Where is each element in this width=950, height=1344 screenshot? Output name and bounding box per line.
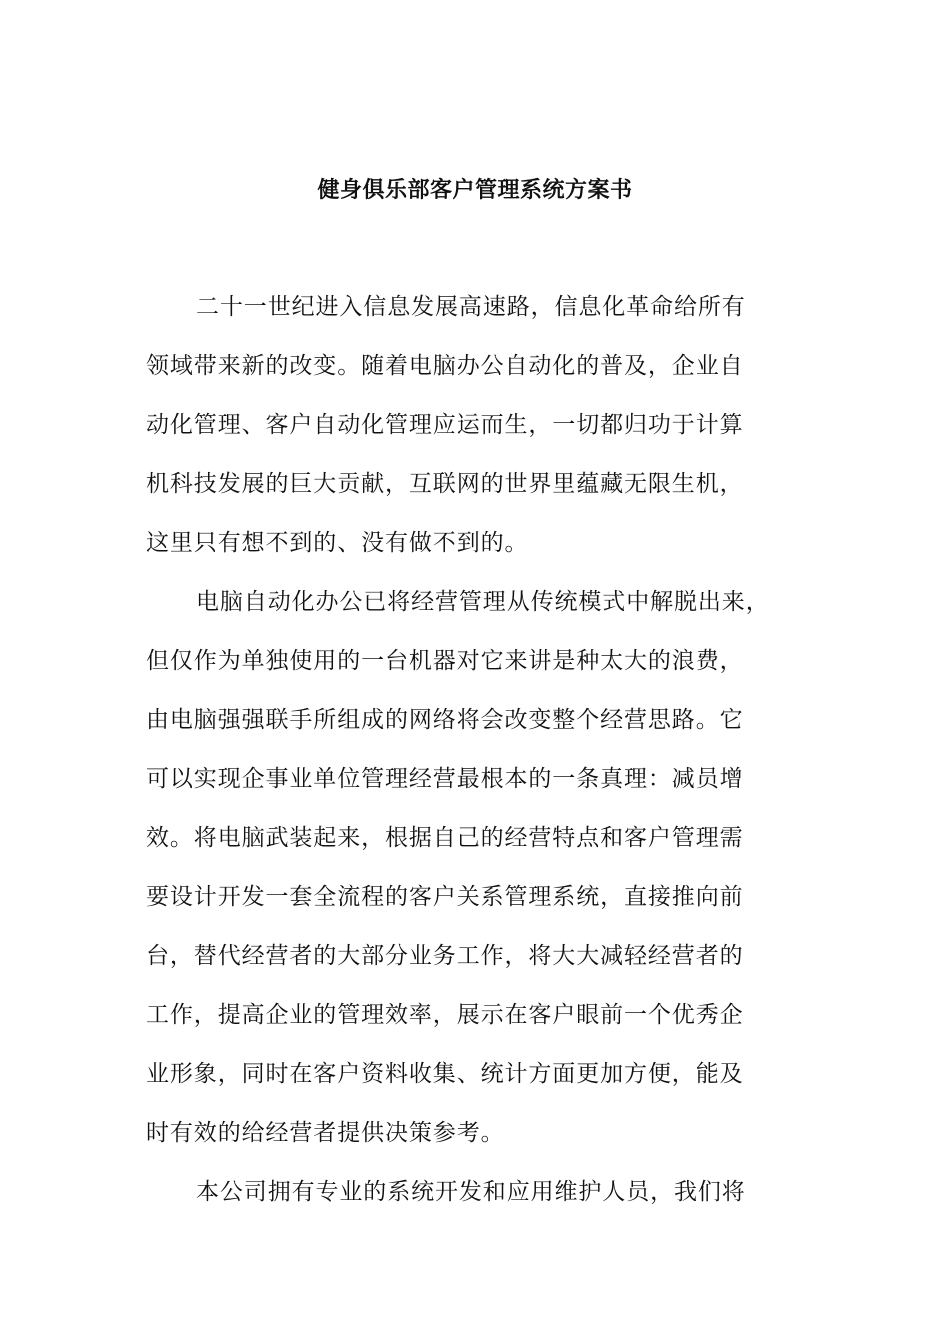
paragraph-2-line-3: 由电脑强强联手所组成的网络将会改变整个经营思路。它	[146, 707, 744, 733]
paragraph-2-line-5: 效。将电脑武装起来，根据自己的经营特点和客户管理需	[146, 825, 744, 851]
paragraph-1-line-2: 领域带来新的改变。随着电脑办公自动化的普及，企业自	[146, 353, 744, 379]
paragraph-2-line-1: 电脑自动化办公已将经营管理从传统模式中解脱出来，	[196, 589, 770, 615]
paragraph-1-line-5: 这里只有想不到的、没有做不到的。	[146, 530, 529, 556]
paragraph-2-line-8: 工作，提高企业的管理效率，展示在客户眼前一个优秀企	[146, 1002, 744, 1028]
paragraph-3-line-1: 本公司拥有专业的系统开发和应用维护人员，我们将	[196, 1179, 746, 1205]
paragraph-2-line-7: 台，替代经营者的大部分业务工作，将大大减轻经营者的	[146, 943, 744, 969]
paragraph-1-line-4: 机科技发展的巨大贡献，互联网的世界里蕴藏无限生机，	[146, 471, 744, 497]
paragraph-1-line-3: 动化管理、客户自动化管理应运而生，一切都归功于计算	[146, 412, 744, 438]
paragraph-2-line-4: 可以实现企事业单位管理经营最根本的一条真理：减员增	[146, 766, 744, 792]
paragraph-2-line-9: 业形象，同时在客户资料收集、统计方面更加方便，能及	[146, 1061, 744, 1087]
paragraph-2-line-6: 要设计开发一套全流程的客户关系管理系统，直接推向前	[146, 884, 744, 910]
paragraph-1-line-1: 二十一世纪进入信息发展高速路，信息化革命给所有	[196, 294, 746, 320]
paragraph-2-line-10: 时有效的给经营者提供决策参考。	[146, 1120, 505, 1146]
document-title: 健身俱乐部客户管理系统方案书	[317, 177, 633, 203]
paragraph-2-line-2: 但仅作为单独使用的一台机器对它来讲是种太大的浪费，	[146, 648, 744, 674]
